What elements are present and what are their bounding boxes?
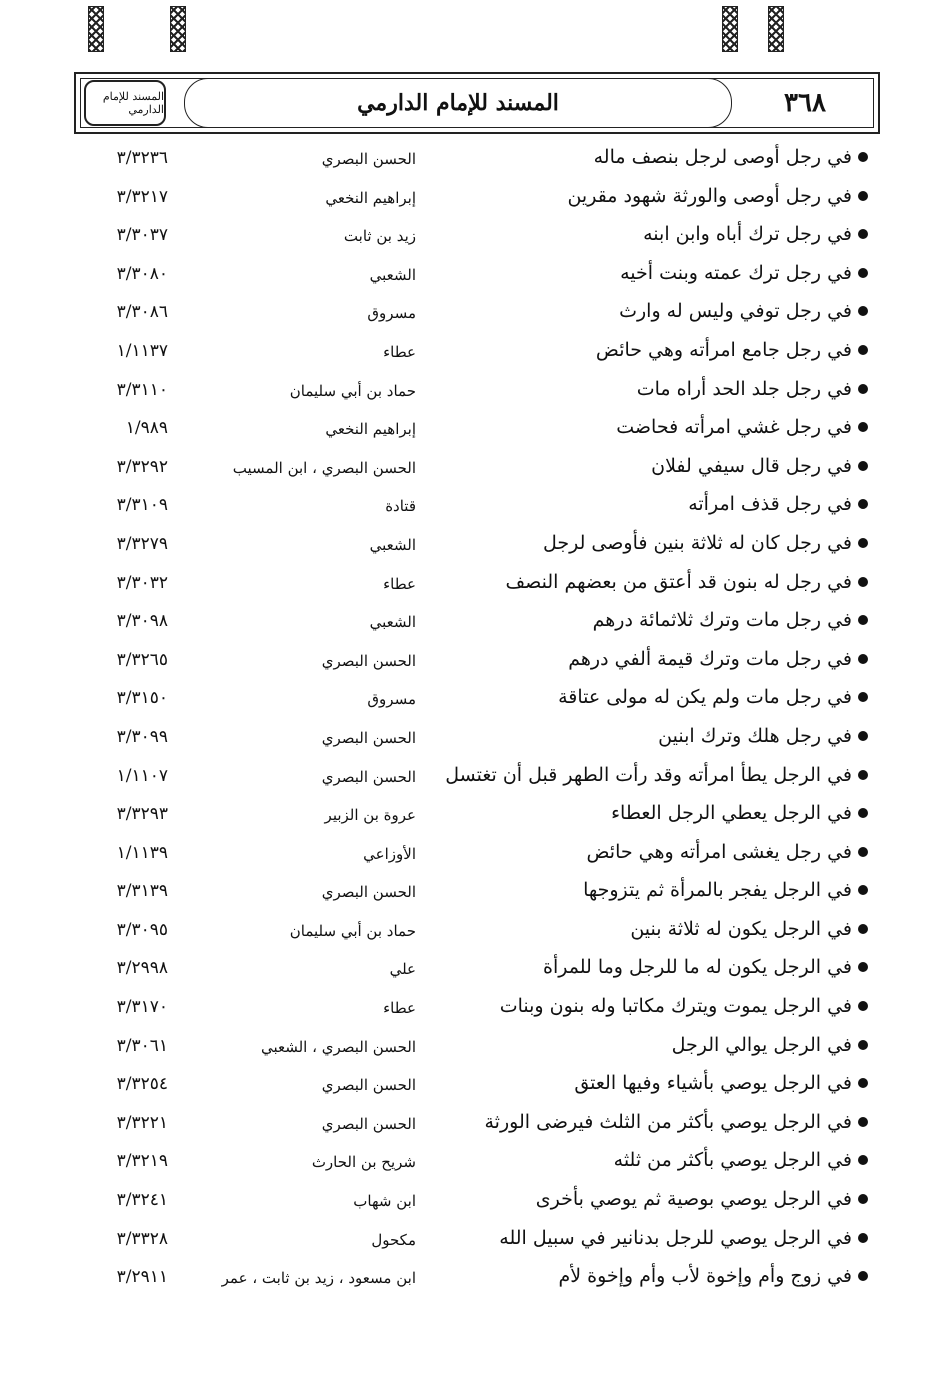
bullet-icon (858, 306, 868, 316)
topic (445, 764, 868, 786)
bullet-icon (858, 1155, 868, 1165)
reference: ٣/٢٩١١ (116, 1267, 168, 1288)
topic-text: في الرجل يوصي بأشياء وفيها العتق (574, 1072, 852, 1095)
narrator: قتادة (385, 497, 416, 516)
reference: ٣/٣١٠٩ (116, 495, 168, 516)
bullet-icon (858, 191, 868, 201)
topic-text: في الرجل يوصي بأكثر من الثلث فيرضى الورثة (484, 1110, 852, 1133)
reference: ٣/٣٠٣٢ (116, 572, 168, 593)
index-row (0, 1223, 936, 1262)
bullet-icon (858, 885, 868, 895)
topic (568, 648, 868, 670)
narrator: علي (389, 960, 416, 979)
topic-text: في رجل أوصى لرجل بنصف ماله (593, 146, 852, 168)
reference: ٣/٣١٣٩ (116, 881, 168, 902)
narrator: الحسن البصري (321, 883, 416, 902)
bullet-icon (858, 229, 868, 239)
topic-text: في الرجل يموت ويترك مكاتبا وله بنون وبنات (499, 995, 852, 1018)
reference: ٣/٣٠٩٨ (116, 611, 168, 632)
reference: ٣/٣٢١٧ (116, 186, 168, 207)
running-title (184, 78, 732, 128)
narrator: مسروق (367, 304, 416, 323)
topic-text: في الرجل يوصي بوصية ثم يوصي بأخرى (535, 1188, 852, 1211)
topic-text: في الرجل يفجر بالمرأة ثم يتزوجها (583, 879, 852, 902)
topic (543, 532, 868, 554)
bullet-icon (858, 962, 868, 972)
reference: ٣/٣٢٩٢ (116, 456, 168, 477)
reference: ١/١١٣٩ (116, 842, 168, 863)
topic-text: في رجل قال سيفي لفلان (651, 454, 852, 477)
reference: ٣/٣٢٦٥ (116, 649, 168, 670)
reference: ٣/٣١٥٠ (116, 688, 168, 709)
topic (558, 686, 868, 708)
reference: ٣/٣٢٩٣ (116, 804, 168, 825)
topic (500, 995, 868, 1017)
topic-text: في رجل مات وترك ثلاثمائة درهم (592, 609, 852, 632)
bullet-icon (858, 924, 868, 934)
reference: ١/١١٣٧ (116, 340, 168, 361)
ornament-left-inner-icon (170, 6, 186, 52)
topic (672, 1034, 868, 1056)
index-row (0, 1030, 936, 1069)
topic-text: في الرجل يكون له ثلاثة بنين (630, 917, 852, 940)
reference: ٣/٢٩٩٨ (116, 958, 168, 979)
topic (583, 879, 868, 901)
bullet-icon (858, 1194, 868, 1204)
narrator: زيد بن ثابت (343, 227, 416, 246)
narrator: حماد بن أبي سليمان (289, 921, 416, 940)
index-row (0, 374, 936, 413)
topic (619, 300, 868, 322)
narrator: الحسن البصري (321, 150, 416, 168)
index-row (0, 489, 936, 528)
topic (506, 571, 868, 593)
index-row (0, 1145, 936, 1184)
reference: ٣/٣٠٨٠ (116, 263, 168, 284)
topic-text: في رجل له بنون قد أعتق من بعضهم النصف (505, 570, 852, 593)
bullet-icon (858, 692, 868, 702)
bullet-icon (858, 731, 868, 741)
reference: ٣/٣٢٧٩ (116, 533, 168, 554)
index-row (0, 335, 936, 374)
topic-text: في رجل مات وترك قيمة ألفي درهم (568, 647, 852, 670)
narrator: الشعبي (369, 265, 416, 284)
ornament-right-outer-icon (768, 6, 784, 52)
index-row (0, 952, 936, 991)
index-row (0, 721, 936, 760)
bullet-icon (858, 1078, 868, 1088)
narrator: عطاء (383, 342, 416, 361)
bullet-icon (858, 615, 868, 625)
bullet-icon (858, 422, 868, 432)
topic (543, 956, 868, 978)
narrator: الحسن البصري ، ابن المسيب (232, 458, 416, 477)
topic (587, 841, 869, 863)
narrator: عطاء (383, 999, 416, 1018)
topic-text: في رجل هلك وترك ابنين (658, 724, 852, 747)
index-row (0, 451, 936, 490)
narrator: إبراهيم النخعي (325, 420, 416, 439)
bullet-icon (858, 152, 868, 162)
topic-text: في رجل غشي امرأته فحاضت (616, 416, 852, 439)
bullet-icon (858, 1271, 868, 1281)
bullet-icon (858, 499, 868, 509)
topic-text: في رجل توفي وليس له وارث (619, 300, 852, 323)
topic (536, 1188, 868, 1210)
bullet-icon (858, 461, 868, 471)
topic (499, 1227, 868, 1249)
ornament-right-inner-icon (722, 6, 738, 52)
topic-text: في زوج وأم وإخوة لأب وأم وإخوة لأم (558, 1265, 852, 1288)
index-row (0, 837, 936, 876)
index-row (0, 605, 936, 644)
topic (637, 378, 868, 400)
reference: ١/١١٠٧ (116, 765, 168, 786)
reference: ٣/٣٢١٩ (116, 1151, 168, 1172)
bullet-icon (858, 384, 868, 394)
index-row (0, 1261, 936, 1300)
narrator: الحسن البصري ، الشعبي (260, 1037, 416, 1056)
book-title: المسند للإمام الدارمي (357, 90, 559, 116)
index-row (0, 1107, 936, 1146)
bullet-icon (858, 1001, 868, 1011)
reference: ٣/٣٢٣٦ (116, 148, 168, 168)
topic (485, 1111, 869, 1133)
topic (614, 1149, 868, 1171)
topic (651, 455, 868, 477)
index-row (0, 1184, 936, 1223)
page-number: ٣٦٨ (784, 88, 826, 118)
emblem-cartouche (84, 80, 166, 126)
index-row (0, 914, 936, 953)
index-row (0, 181, 936, 220)
index-row (0, 412, 936, 451)
topic-text: في رجل قذف امرأته (688, 493, 852, 516)
narrator: الأوزاعي (363, 844, 416, 863)
topic (688, 493, 868, 515)
bullet-icon (858, 808, 868, 818)
index-row (0, 682, 936, 721)
narrator: الحسن البصري (321, 767, 416, 786)
topic (658, 725, 868, 747)
narrator: الحسن البصري (321, 1114, 416, 1133)
narrator: الحسن البصري (321, 1076, 416, 1095)
reference: ٣/٣٠٩٥ (116, 919, 168, 940)
narrator: الشعبي (369, 535, 416, 554)
index-row (0, 258, 936, 297)
topic (574, 1072, 868, 1094)
reference: ٣/٣٢٥٤ (116, 1074, 168, 1095)
narrator: ابن مسعود ، زيد بن ثابت ، عمر (221, 1269, 416, 1288)
index-row (0, 760, 936, 799)
emblem-text: المسند للإمام الدارمي (102, 90, 164, 116)
reference: ٣/٣٠٩٩ (116, 726, 168, 747)
bullet-icon (858, 577, 868, 587)
index-row (0, 528, 936, 567)
narrator: حماد بن أبي سليمان (289, 381, 416, 400)
reference: ٣/٣٠٦١ (116, 1035, 168, 1056)
reference: ٣/٣٣٢٨ (116, 1228, 168, 1249)
topic (593, 609, 868, 631)
reference: ١/٩٨٩ (125, 418, 168, 439)
topic-text: في الرجل يوصي بأكثر من ثلثه (613, 1149, 852, 1172)
index-row (0, 875, 936, 914)
topic-text: في رجل جامع امرأته وهي حائض (595, 338, 852, 361)
reference: ٣/٣٢٤١ (116, 1190, 168, 1211)
topic (596, 339, 868, 361)
topic-text: في الرجل يطأ امرأته وقد رأت الطهر قبل أن تغتسل (445, 763, 852, 786)
topic (558, 1265, 868, 1287)
narrator: عطاء (383, 574, 416, 593)
topic (594, 146, 868, 168)
topic-text: في رجل يغشى امرأته وهي حائض (586, 840, 852, 863)
topic-text: في رجل كان له ثلاثة بنين فأوصى لرجل (542, 531, 852, 554)
topic-text: في رجل ترك أباه وابن ابنه (643, 223, 852, 246)
narrator: إبراهيم النخعي (325, 188, 416, 207)
topic-text: في رجل ترك عمته وبنت أخيه (620, 261, 852, 284)
topic (567, 185, 868, 207)
topic (643, 223, 868, 245)
bullet-icon (858, 1040, 868, 1050)
topic-text: في رجل مات ولم يكن له مولى عتاقة (558, 686, 852, 709)
bullet-icon (858, 847, 868, 857)
reference: ٣/٣١١٠ (116, 379, 168, 400)
index-row (0, 798, 936, 837)
topic-text: في رجل أوصى والورثة شهود مقرين (567, 184, 852, 207)
index-row (0, 567, 936, 606)
narrator: عروة بن الزبير (324, 806, 416, 825)
topic-text: في الرجل يعطي الرجل العطاء (611, 802, 852, 825)
index-row (0, 142, 936, 181)
topic-text: في رجل جلد الحد أراه مات (636, 377, 852, 400)
topic (620, 262, 868, 284)
reference: ٣/٣٠٣٧ (116, 225, 168, 246)
bullet-icon (858, 345, 868, 355)
bullet-icon (858, 770, 868, 780)
reference: ٣/٣٠٨٦ (116, 302, 168, 323)
index-list (0, 142, 936, 1300)
topic (630, 918, 868, 940)
index-row (0, 296, 936, 335)
index-row (0, 219, 936, 258)
index-row (0, 1068, 936, 1107)
narrator: الشعبي (369, 613, 416, 632)
index-row (0, 991, 936, 1030)
bullet-icon (858, 1233, 868, 1243)
topic-text: في الرجل يوصي للرجل بدنانير في سبيل الله (499, 1226, 852, 1249)
ornament-left-outer-icon (88, 6, 104, 52)
narrator: مسروق (367, 690, 416, 709)
narrator: مكحول (371, 1230, 416, 1249)
topic-text: في الرجل يكون له ما للرجل وما للمرأة (543, 956, 852, 979)
narrator: الحسن البصري (321, 651, 416, 670)
bullet-icon (858, 654, 868, 664)
bullet-icon (858, 268, 868, 278)
topic (611, 802, 868, 824)
narrator: شريح بن الحارث (311, 1153, 416, 1172)
reference: ٣/٣١٧٠ (116, 997, 168, 1018)
topic-text: في الرجل يوالي الرجل (671, 1033, 852, 1056)
reference: ٣/٣٢٢١ (116, 1112, 168, 1133)
narrator: ابن شهاب (353, 1192, 416, 1211)
index-row (0, 644, 936, 683)
bullet-icon (858, 1117, 868, 1127)
bullet-icon (858, 538, 868, 548)
narrator: الحسن البصري (321, 728, 416, 747)
topic (616, 416, 868, 438)
